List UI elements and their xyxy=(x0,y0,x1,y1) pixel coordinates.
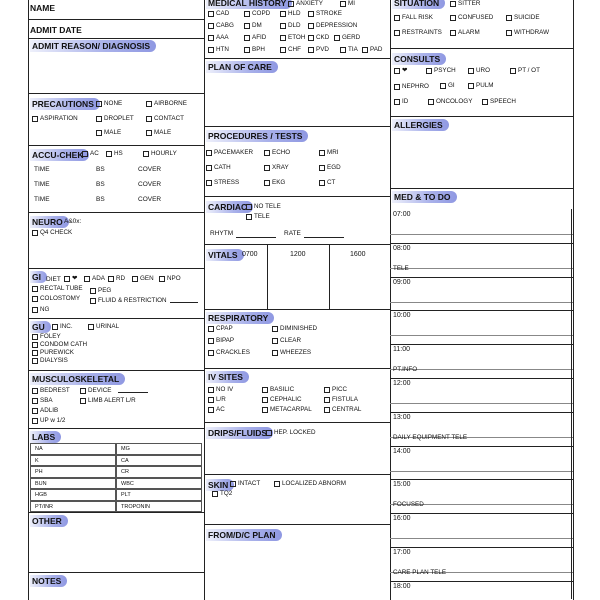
checkbox-sitter[interactable]: SITTER xyxy=(450,0,480,7)
schedule-row-divider xyxy=(390,581,573,582)
checkbox-npo[interactable]: NPO xyxy=(159,275,181,282)
checkbox-oncology[interactable]: ONCOLOGY xyxy=(428,98,472,105)
checkbox-basilic[interactable]: BASILIC xyxy=(262,386,294,393)
checkbox-adlib[interactable]: ADLIB xyxy=(32,407,58,414)
checkbox-hep-locked[interactable]: HEP. LOCKED xyxy=(266,429,316,436)
checkbox-medhist[interactable]: COPD xyxy=(244,10,270,17)
checkbox-withdraw[interactable]: WITHDRAW xyxy=(506,29,549,36)
schedule-half-line xyxy=(390,538,573,539)
admit-reason-section[interactable] xyxy=(28,38,204,93)
lab-cell[interactable] xyxy=(30,443,116,455)
checkbox-medhist[interactable]: HTN xyxy=(208,46,229,53)
vitals-time-1200: 1200 xyxy=(290,251,306,258)
time-label: TIME xyxy=(34,196,50,203)
med-todo-section xyxy=(390,188,573,600)
admit-reason-header: ADMIT REASON/ DIAGNOSIS xyxy=(30,40,156,52)
checkbox-medhist[interactable]: MI xyxy=(340,0,355,7)
schedule-time: 08:00 xyxy=(393,244,411,252)
checkbox-medhist[interactable]: ANXIETY xyxy=(288,0,323,7)
cover-label: COVER xyxy=(138,181,162,188)
schedule-time: 10:00 xyxy=(393,312,411,320)
vitals-header: VITALS xyxy=(206,249,244,261)
checkbox-suicide[interactable]: SUICIDE xyxy=(506,14,540,21)
lab-name: NA xyxy=(35,446,43,452)
checkbox-xray[interactable]: XRAY xyxy=(264,164,289,171)
checkbox-contact[interactable]: CONTACT xyxy=(146,115,184,122)
schedule-row-divider xyxy=(390,344,573,345)
checkbox-inc[interactable]: INC. xyxy=(52,323,73,330)
consults-header: CONSULTS xyxy=(392,53,446,65)
checkbox-stress[interactable]: STRESS xyxy=(206,179,239,186)
accu-chek-section xyxy=(28,145,204,212)
drips-fluids-section xyxy=(204,422,390,474)
schedule-half-line xyxy=(390,302,573,303)
schedule-row-divider xyxy=(390,243,573,244)
checkbox-bipap[interactable]: BIPAP xyxy=(208,337,234,344)
lab-name: CA xyxy=(121,457,129,464)
bs-label: BS xyxy=(96,166,105,173)
procedures-section xyxy=(204,126,390,196)
respiratory-section xyxy=(204,309,390,368)
respiratory-header: RESPIRATORY xyxy=(206,312,274,324)
schedule-time: 15:00 xyxy=(393,481,411,489)
schedule-row-divider xyxy=(390,479,573,480)
other-header: OTHER xyxy=(30,515,68,527)
checkbox-hourly[interactable]: HOURLY xyxy=(143,150,177,157)
checkbox-colostomy[interactable]: COLOSTOMY xyxy=(32,295,80,302)
axo-label: A&0x: xyxy=(64,218,82,225)
checkbox-foley[interactable]: FOLEY xyxy=(32,333,61,340)
admit-date-label: ADMIT DATE xyxy=(30,25,82,35)
checkbox-cardio-consult[interactable]: ❤ xyxy=(394,67,407,74)
checkbox-echo[interactable]: ECHO xyxy=(264,149,290,156)
notes-section[interactable] xyxy=(28,572,204,600)
schedule-half-line xyxy=(390,335,573,336)
schedule-half-line xyxy=(390,471,573,472)
labs-header: LABS xyxy=(30,431,61,443)
checkbox-picc[interactable]: PICC xyxy=(324,386,347,393)
procedures-header: PROCEDURES / TESTS xyxy=(206,130,308,142)
skin-section xyxy=(204,474,390,524)
checkbox-hs[interactable]: HS xyxy=(106,150,123,157)
neuro-section xyxy=(28,212,204,268)
cardiac-header: CARDIAC xyxy=(206,201,253,213)
lab-name: PT/INR xyxy=(35,503,54,510)
lab-name: PLT xyxy=(121,492,131,498)
checkbox-localized-abnorm[interactable]: LOCALIZED ABNORM xyxy=(274,480,346,487)
precautions-header: PRECAUTIONS xyxy=(30,98,100,110)
med-todo-header: MED & TO DO xyxy=(392,191,457,203)
cover-label: COVER xyxy=(138,166,162,173)
allergies-section[interactable] xyxy=(390,116,573,188)
checkbox-urinal[interactable]: URINAL xyxy=(88,323,119,330)
schedule-right-rule xyxy=(571,209,572,599)
lab-name: CR xyxy=(121,469,129,475)
medical-history-header: MEDICAL HISTORY xyxy=(206,0,292,9)
schedule-time: 11:00 xyxy=(393,346,410,354)
checkbox-fall-risk[interactable]: FALL RISK xyxy=(394,14,433,21)
schedule-time: 13:00 xyxy=(393,413,411,421)
schedule-row-divider xyxy=(390,277,573,278)
checkbox-confused[interactable]: CONFUSED xyxy=(450,14,493,21)
checkbox-pt-ot[interactable]: PT / OT xyxy=(510,67,540,74)
checkbox-medhist[interactable]: AFID xyxy=(244,34,266,41)
checkbox-medhist[interactable]: CABG xyxy=(208,22,234,29)
checkbox-medhist[interactable]: CHF xyxy=(280,46,301,53)
schedule-time: 16:00 xyxy=(393,515,411,523)
lab-cell[interactable] xyxy=(30,501,116,513)
rate-label: RATE xyxy=(284,230,301,237)
time-label: TIME xyxy=(34,181,50,188)
lab-cell[interactable] xyxy=(30,478,116,490)
checkbox-gen[interactable]: GEN xyxy=(132,275,154,282)
checkbox-cath[interactable]: CATH xyxy=(206,164,231,171)
checkbox-uro[interactable]: URO xyxy=(468,67,490,74)
vitals-time-1600: 1600 xyxy=(350,251,366,258)
schedule-note: FOCUSED xyxy=(393,501,424,509)
cardiac-section xyxy=(204,196,390,244)
checkbox-gi-consult[interactable]: GI xyxy=(440,82,455,89)
vitals-section xyxy=(204,244,390,309)
diet-label: DIET xyxy=(46,276,61,283)
lab-name: HGB xyxy=(35,492,47,498)
bs-label: BS xyxy=(96,181,105,188)
checkbox-ekg[interactable]: EKG xyxy=(264,179,285,186)
checkbox-medhist[interactable]: GERD xyxy=(334,34,360,41)
checkbox-fluid-restriction[interactable]: FLUID & RESTRICTION xyxy=(90,297,167,304)
checkbox-cephalic[interactable]: CEPHALIC xyxy=(262,396,302,403)
checkbox-ct[interactable]: CT xyxy=(319,179,335,186)
checkbox-dialysis[interactable]: DIALYSIS xyxy=(32,357,68,364)
plan-of-care-header: PLAN OF CARE xyxy=(206,61,278,73)
checkbox-peg[interactable]: PEG xyxy=(90,287,111,294)
checkbox-up-w-12[interactable]: UP w 1/2 xyxy=(32,417,65,424)
checkbox-alarm[interactable]: ALARM xyxy=(450,29,480,36)
checkbox-medhist[interactable]: STROKE xyxy=(308,10,342,17)
other-section[interactable] xyxy=(28,512,204,572)
lab-cell[interactable] xyxy=(116,501,202,513)
checkbox-medhist[interactable]: PAD xyxy=(362,46,382,53)
checkbox-male-1[interactable]: MALE xyxy=(96,129,121,136)
checkbox-medhist[interactable]: CKD xyxy=(308,34,329,41)
schedule-note: CARE PLAN TELE xyxy=(393,568,447,576)
schedule-half-line xyxy=(390,403,573,404)
iv-sites-section xyxy=(204,368,390,422)
schedule-note: TELE xyxy=(393,264,409,272)
lab-name: MG xyxy=(121,446,130,452)
time-label: TIME xyxy=(34,166,50,173)
schedule-note: PT.INFO xyxy=(393,366,418,373)
checkbox-heart-diet[interactable]: ❤ xyxy=(64,275,77,282)
lab-name: K xyxy=(35,457,39,464)
situation-section xyxy=(390,0,573,48)
checkbox-bedrest[interactable]: BEDREST xyxy=(32,387,70,394)
checkbox-diminished[interactable]: DIMINISHED xyxy=(272,325,317,332)
neuro-header: NEURO xyxy=(30,216,69,228)
checkbox-cpap[interactable]: CPAP xyxy=(208,325,233,332)
checkbox-ada[interactable]: ADA xyxy=(84,275,105,282)
checkbox-pulm[interactable]: PULM xyxy=(468,82,494,89)
situation-header: SITUATION xyxy=(392,0,445,9)
medical-history-section xyxy=(204,0,390,58)
lab-cell[interactable] xyxy=(116,443,202,455)
gu-section xyxy=(28,318,204,370)
checkbox-ng[interactable]: NG xyxy=(32,306,49,313)
checkbox-q4-check[interactable]: Q4 CHECK xyxy=(32,229,72,236)
dc-plan-header: FROM/D/C PLAN xyxy=(206,529,282,541)
lab-name: BUN xyxy=(35,480,47,487)
schedule-half-line xyxy=(390,268,573,269)
lab-cell[interactable] xyxy=(116,455,202,467)
bs-label: BS xyxy=(96,196,105,203)
gu-header: GU xyxy=(30,321,51,333)
checkbox-droplet[interactable]: DROPLET xyxy=(96,115,134,122)
schedule-time: 17:00 xyxy=(393,549,411,556)
checkbox-id[interactable]: ID xyxy=(394,98,408,105)
schedule-half-line xyxy=(390,234,573,235)
gi-header: GI xyxy=(30,271,47,283)
schedule-time: 12:00 xyxy=(393,380,411,387)
name-label: NAME xyxy=(30,3,56,13)
checkbox-wheezes[interactable]: WHEEZES xyxy=(272,349,311,356)
checkbox-rectal-tube[interactable]: RECTAL TUBE xyxy=(32,285,83,292)
column-patient xyxy=(28,0,204,600)
checkbox-medhist[interactable]: TIA xyxy=(340,46,358,53)
checkbox-intact[interactable]: INTACT xyxy=(230,480,260,487)
checkbox-medhist[interactable]: CAD xyxy=(208,10,229,17)
schedule-time: 18:00 xyxy=(393,582,411,590)
schedule-row-divider xyxy=(390,310,573,311)
checkbox-medhist[interactable]: DLD xyxy=(280,22,301,29)
checkbox-medhist[interactable]: DM xyxy=(244,22,262,29)
consults-section xyxy=(390,48,573,116)
column-schedule xyxy=(390,0,573,600)
checkbox-fistula[interactable]: FISTULA xyxy=(324,396,358,403)
checkbox-purewick[interactable]: PUREWICK xyxy=(32,349,74,356)
schedule-time: 07:00 xyxy=(393,211,411,218)
checkbox-medhist[interactable]: AAA xyxy=(208,34,229,41)
right-border xyxy=(573,0,574,600)
musculoskeletal-section xyxy=(28,370,204,428)
checkbox-egd[interactable]: EGD xyxy=(319,164,341,171)
checkbox-mri[interactable]: MRI xyxy=(319,149,339,156)
checkbox-ac[interactable]: AC xyxy=(82,150,99,157)
notes-header: NOTES xyxy=(30,575,67,587)
lab-name: WBC xyxy=(121,480,134,487)
checkbox-psych[interactable]: PSYCH xyxy=(426,67,456,74)
checkbox-male-2[interactable]: MALE xyxy=(146,129,171,136)
column-clinical xyxy=(204,0,390,600)
checkbox-medhist[interactable]: PVD xyxy=(308,46,329,53)
checkbox-ac-site[interactable]: AC xyxy=(208,406,225,413)
checkbox-lr[interactable]: L/R xyxy=(208,396,226,403)
checkbox-medhist[interactable]: BPH xyxy=(244,46,265,53)
rhythm-label: RHYTM xyxy=(210,230,234,237)
schedule-row-divider xyxy=(390,412,573,413)
schedule-note: DAILY EQUIPMENT TELE xyxy=(393,433,468,441)
checkbox-limb-alert[interactable]: LIMB ALERT L/R xyxy=(80,397,136,404)
schedule-time: 14:00 xyxy=(393,447,411,455)
lab-cell[interactable] xyxy=(30,489,116,501)
drips-fluids-header: DRIPS/FLUIDS xyxy=(206,427,273,439)
checkbox-medhist[interactable]: ETOH xyxy=(280,34,305,41)
checkbox-aspiration[interactable]: ASPIRATION xyxy=(32,115,78,122)
checkbox-metacarpal[interactable]: METACARPAL xyxy=(262,406,312,413)
checkbox-clear[interactable]: CLEAR xyxy=(272,337,301,344)
schedule-row-divider xyxy=(390,513,573,514)
schedule-row-divider xyxy=(390,446,573,447)
dc-plan-section[interactable] xyxy=(204,524,390,600)
checkbox-medhist[interactable]: HLD xyxy=(280,10,301,17)
lab-cell[interactable] xyxy=(116,466,202,478)
lab-cell[interactable] xyxy=(116,478,202,490)
musculoskeletal-header: MUSCULOSKELETAL xyxy=(30,373,125,385)
plan-of-care-section[interactable] xyxy=(204,58,390,126)
checkbox-device[interactable]: DEVICE xyxy=(80,387,111,394)
checkbox-speech[interactable]: SPEECH xyxy=(482,98,516,105)
vitals-time-0700: 0700 xyxy=(242,251,258,258)
schedule-row-divider xyxy=(390,547,573,548)
cover-label: COVER xyxy=(138,196,162,203)
checkbox-central[interactable]: CENTRAL xyxy=(324,406,361,413)
lab-cell[interactable] xyxy=(116,489,202,501)
schedule-half-line xyxy=(390,369,573,370)
checkbox-tele[interactable]: TELE xyxy=(246,213,270,220)
checkbox-medhist[interactable]: DEPRESSION xyxy=(308,22,357,29)
schedule-time: 09:00 xyxy=(393,278,411,286)
lab-name: PH xyxy=(35,469,43,475)
lab-name: TROPONIN xyxy=(121,503,151,510)
checkbox-tq2[interactable]: TQ2 xyxy=(212,490,232,497)
accu-chek-header: ACCU-CHEK xyxy=(30,149,89,161)
checkbox-condom-cath[interactable]: CONDOM CATH xyxy=(32,341,87,348)
precautions-section xyxy=(28,93,204,145)
checkbox-rd[interactable]: RD xyxy=(108,275,125,282)
checkbox-crackles[interactable]: CRACKLES xyxy=(208,349,250,356)
iv-sites-header: IV SITES xyxy=(206,371,249,383)
lab-cell[interactable] xyxy=(30,455,116,467)
allergies-header: ALLERGIES xyxy=(392,119,449,131)
checkbox-no-iv[interactable]: NO IV xyxy=(208,386,233,393)
labs-section xyxy=(28,428,204,512)
gi-section xyxy=(28,268,204,318)
checkbox-no-tele[interactable]: NO TELE xyxy=(246,203,281,210)
checkbox-pacemaker[interactable]: PACEMAKER xyxy=(206,149,253,156)
checkbox-airborne[interactable]: AIRBORNE xyxy=(146,100,187,107)
checkbox-none[interactable]: NONE xyxy=(96,100,122,107)
checkbox-sba[interactable]: SBA xyxy=(32,397,53,404)
checkbox-restraints[interactable]: RESTRAINTS xyxy=(394,29,442,36)
skin-header: SKIN xyxy=(206,479,234,491)
lab-cell[interactable] xyxy=(30,466,116,478)
schedule-row-divider xyxy=(390,378,573,379)
checkbox-nephro[interactable]: NEPHRO xyxy=(394,83,429,90)
